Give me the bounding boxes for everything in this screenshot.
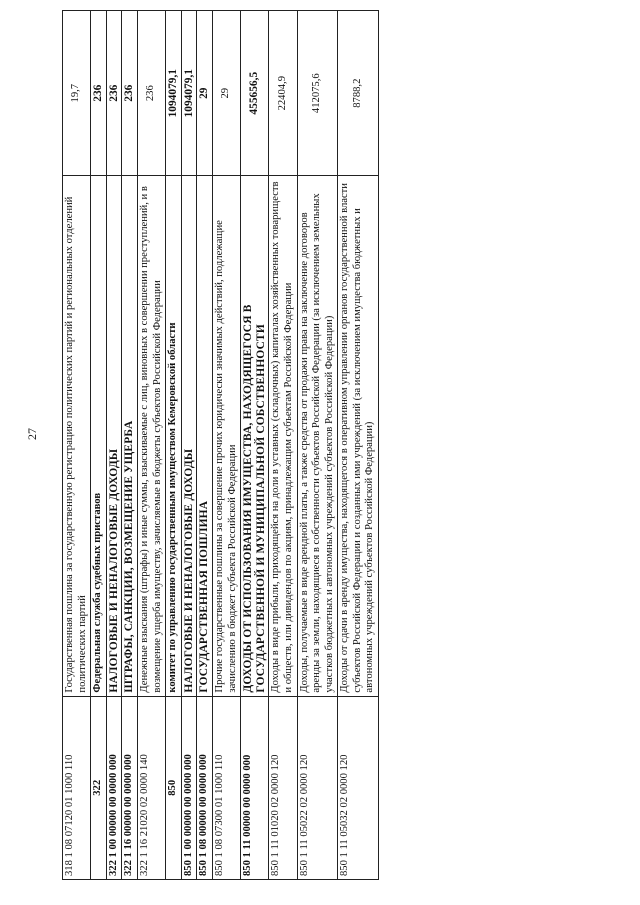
amount-cell: 236 [91, 11, 107, 176]
amount-cell: 412075,6 [297, 11, 338, 176]
budget-code-cell: 850 1 00 00000 00 0000 000 [181, 696, 197, 879]
table-row [91, 11, 107, 880]
budget-code-cell: 850 [166, 696, 182, 879]
amount-cell: 236 [122, 11, 138, 176]
revenue-table [62, 10, 379, 880]
revenue-table-body [63, 11, 379, 880]
budget-code-cell: 322 1 16 21020 02 0000 140 [137, 696, 165, 879]
budget-code-cell: 318 1 08 07120 01 1000 110 [63, 696, 91, 879]
budget-code-cell: 850 1 11 00000 00 0000 000 [241, 696, 269, 879]
amount-cell: 236 [137, 11, 165, 176]
amount-cell: 22404,9 [269, 11, 297, 176]
budget-code-cell: 850 1 11 05022 02 0000 120 [297, 696, 338, 879]
revenue-name-cell: ШТРАФЫ, САНКЦИИ, ВОЗМЕЩЕНИЕ УЩЕРБА [122, 176, 138, 696]
budget-code-cell: 322 1 16 00000 00 0000 000 [122, 696, 138, 879]
budget-code-cell: 322 1 00 00000 00 0000 000 [106, 696, 122, 879]
budget-code-cell: 850 1 11 01020 02 0000 120 [269, 696, 297, 879]
table-row [137, 11, 165, 880]
amount-cell: 455656,5 [241, 11, 269, 176]
table-row [181, 11, 197, 880]
table-row [166, 11, 182, 880]
table-row [338, 11, 379, 880]
revenue-name-cell: НАЛОГОВЫЕ И НЕНАЛОГОВЫЕ ДОХОДЫ [181, 176, 197, 696]
budget-code-cell: 322 [91, 696, 107, 879]
table-row [212, 11, 240, 880]
budget-code-cell: 850 1 08 00000 00 0000 000 [197, 696, 213, 879]
table-row [63, 11, 91, 880]
table-row [269, 11, 297, 880]
amount-cell: 29 [197, 11, 213, 176]
amount-cell: 8788,2 [338, 11, 379, 176]
revenue-name-cell: Государственная пошлина за государственную регистрацию политических партий и региональных отделений политических партий [63, 176, 91, 696]
revenue-name-cell: Денежные взыскания (штрафы) и иные суммы, взыскиваемые с лиц, виновных в совершении преступлений, и в возмещение ущерба имуществу, зачисляемые в бюджеты субъектов Российской Федерации [137, 176, 165, 696]
amount-cell: 1094079,1 [181, 11, 197, 176]
budget-code-cell: 850 1 08 07300 01 1000 110 [212, 696, 240, 879]
amount-cell: 29 [212, 11, 240, 176]
amount-cell: 1094079,1 [166, 11, 182, 176]
table-row [197, 11, 213, 880]
revenue-name-cell: ДОХОДЫ ОТ ИСПОЛЬЗОВАНИЯ ИМУЩЕСТВА, НАХОДЯЩЕГОСЯ В ГОСУДАРСТВЕННОЙ И МУНИЦИПАЛЬНОЙ СОБСТВЕННОСТИ [241, 176, 269, 696]
revenue-name-cell: Прочие государственные пошлины за совершение прочих юридически значимых действий, подлежащие зачислению в бюджет субъекта Российской Федерации [212, 176, 240, 696]
table-row [297, 11, 338, 880]
table-row [241, 11, 269, 880]
revenue-name-cell: НАЛОГОВЫЕ И НЕНАЛОГОВЫЕ ДОХОДЫ [106, 176, 122, 696]
revenue-name-cell: ГОСУДАРСТВЕННАЯ ПОШЛИНА [197, 176, 213, 696]
rotated-content [62, 10, 577, 880]
revenue-name-cell: Доходы в виде прибыли, приходящейся на доли в уставных (складочных) капиталах хозяйственных товариществ и обществ, или дивидендов по акциям, принадлежащим субъектам Российской Федерации [269, 176, 297, 696]
revenue-name-cell: Доходы от сдачи в аренду имущества, находящегося в оперативном управлении органов государственной власти субъектов Российской Федерации и созданных ими учреждений (за исключением имущества бюджетных и автономных учреждений субъектов Российской Федерации) [338, 176, 379, 696]
revenue-name-cell: комитет по управлению государственным имуществом Кемеровской области [166, 176, 182, 696]
budget-code-cell: 850 1 11 05032 02 0000 120 [338, 696, 379, 879]
amount-cell: 19,7 [63, 11, 91, 176]
page-number: 27 [25, 428, 39, 440]
table-row [106, 11, 122, 880]
amount-cell: 236 [106, 11, 122, 176]
revenue-name-cell: Доходы, получаемые в виде арендной платы, а также средства от продажи права на заключение договоров аренды за земли, находящиеся в собственности субъектов Российской Федерации (за исключением земельных участков бюджетных и автономных учреждений субъектов Российской Федерации) [297, 176, 338, 696]
revenue-name-cell: Федеральная служба судебных приставов [91, 176, 107, 696]
table-row [122, 11, 138, 880]
